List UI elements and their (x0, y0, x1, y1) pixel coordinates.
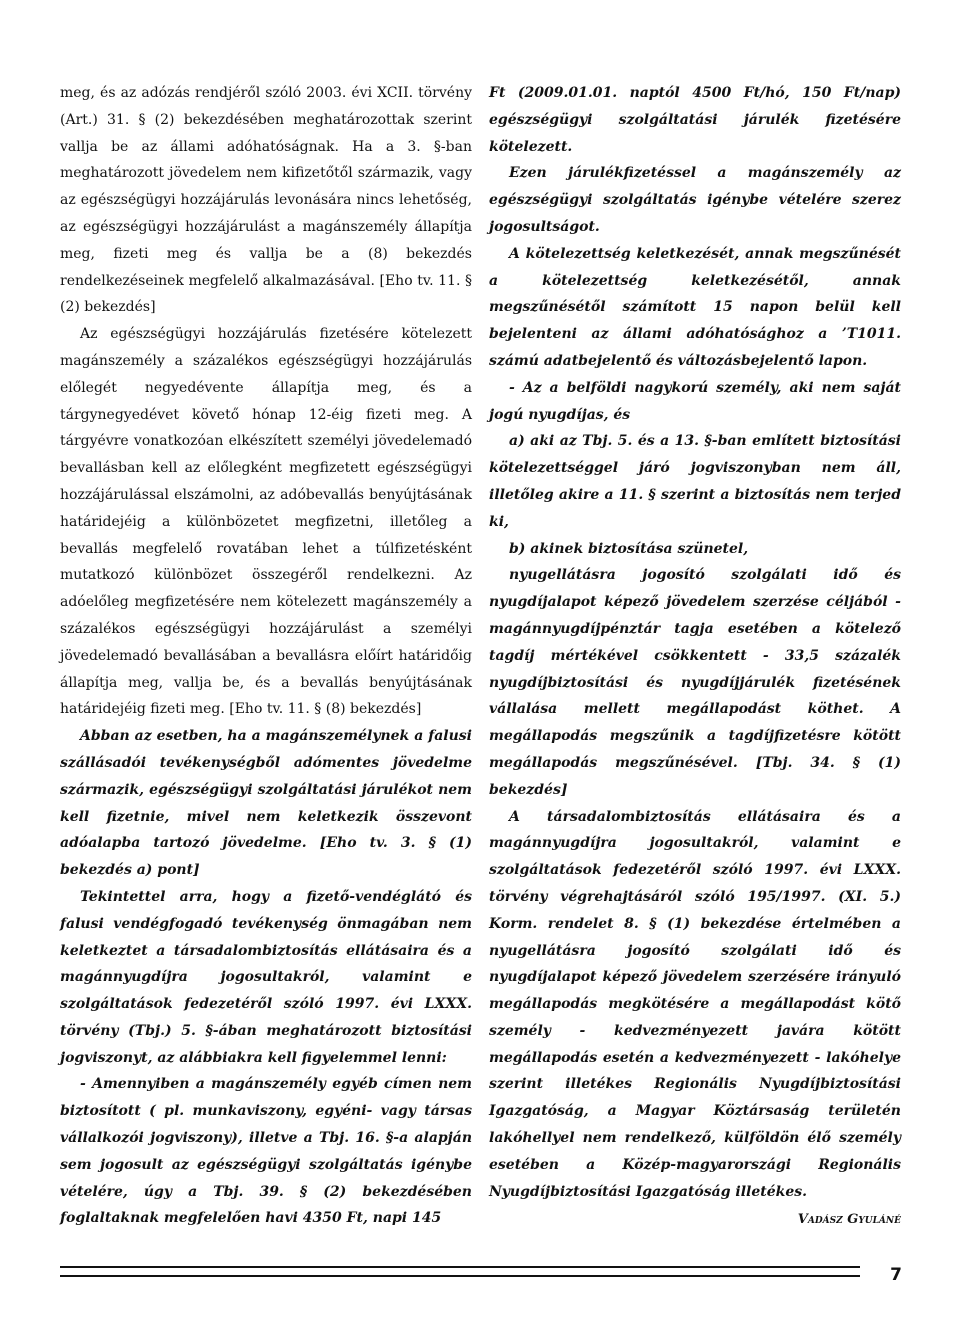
paragraph: A kötelezettség keletkezését, annak megszűnését a kötelezettség keletkezésétől, annak megszűnésétől számított 15 napon belül kell bejelenteni az állami adóhatósághoz a ’T1011. számú adatbejelentő és változásbejelentő lapon. (489, 245, 901, 369)
paragraph: Tekintettel arra, hogy a fizető-vendéglátó és falusi vendégfogadó tevékenység önmagában nem keletkeztet a társadalombiztosítás ellátásaira és a magánnyugdíjra jogosultakról, valamint e szolgáltatások fedezetéről szóló 1997. évi LXXX. törvény (Tbj.) 5. §-ában meghatározott biztosítási jogviszonyt, az alábbiakra kell figyelemmel lenni: (60, 888, 472, 1066)
paragraph: A társadalombiztosítás ellátásaira és a magánnyugdíjra jogosultakról, valamint e szolgáltatások fedezetéről szóló 1997. évi LXXX. törvény végrehajtásáról szóló 195/1997. (XI. 5.) Korm. rendelet 8. § (1) bekezdése értelmében a nyugellátásra jogosító szolgálati idő és nyugdíjalapot képező jövedelem szerzésére irányuló megállapodás megkötésére a megállapodást kötő személy - kedvezményezett javára kötött megállapodás esetén a kedvezményezett - lakóhelye szerint illetékes Regionális Nyugdíjbiztosítási Igazgatóság, a Magyar Köztársaság területén lakóhellyel nem rendelkező, külföldön élő személy esetében a Közép-magyarországi Regionális Nyugdíjbiztosítási Igazgatóság illetékes. (489, 808, 901, 1200)
paragraph: Abban az esetben, ha a magánszemélynek a falusi szállásadói tevékenységből adómentes jövedelme származik, egészségügyi szolgáltatási járulékot nem kell fizetnie, mivel nem keletkezik összevont adóalapba tartozó jövedelme. [Eho tv. 3. § (1) bekezdés a) pont] (60, 728, 472, 879)
right-column (489, 80, 901, 1234)
left-column (60, 80, 472, 1232)
paragraph: nyugellátásra jogosító szolgálati idő és nyugdíjalapot képező jövedelem szerzése céljából - magánnyugdíjpénztár tagja esetében a kötelező tagdíj mértékével csökkentett - 33,5 százalék nyugdíjbiztosítási és nyugdíjjárulék fizetésének vállalása mellett megállapodást köthet. A megállapodás megszűnik a tagdíjfizetésre kötött megállapodás megszűnésével. [Tbj. 34. § (1) bekezdés] (489, 567, 901, 798)
paragraph: b) akinek biztosítása szünetel, (509, 540, 749, 557)
paragraph: - Amennyiben a magánszemély egyéb címen nem biztosított ( pl. munkaviszony, egyéni- vagy társas vállalkozói jogviszony), illetve a Tbj. 16. §-a alapján sem jogosult az egészségügyi szolgáltatás igénybe vételére, úgy a Tbj. 39. § (2) bekezdésében foglaltaknak megfelelően havi 4350 Ft, napi 145 (60, 1076, 472, 1227)
footer-rule-bottom (60, 1275, 860, 1277)
paragraph: Az egészségügyi hozzájárulás fizetésére kötelezett magánszemély a százalékos egészségügyi hozzájárulás előlegét negyedévente állapítja meg, és a tárgynegyedévet követő hónap 12-éig fizeti meg. A tárgyévre vonatkozóan elkészített személyi jövedelemadó bevallásban kell az előlegként megfizetett egészségügyi hozzájárulással elszámolni, az adóbevallás benyújtásának határidejéig a különbözetet megfizetni, illetőleg a bevallás megfelelő rovatában lehet a túlfizetésként mutatkozó különbözet összegéről rendelkezni. Az adóelőleg megfizetésére nem kötelezett magánszemély a százalékos egészségügyi hozzájárulást a személyi jövedelemadó bevallásában a bevallásra előírt határidőig állapítja meg, vallja be, és a bevallás benyújtásának határidejéig fizeti meg. [Eho tv. 11. § (8) bekezdés] (60, 326, 472, 718)
footer-rule-top (60, 1266, 860, 1268)
author-signature: Vadász Gyuláné (797, 1212, 901, 1228)
paragraph: Ft (2009.01.01. naptól 4500 Ft/hó, 150 Ft/nap) egészségügyi szolgáltatási járulék fizetésére kötelezett. (489, 85, 901, 155)
paragraph: meg, és az adózás rendjéről szóló 2003. évi XCII. törvény (Art.) 31. § (2) bekezdésében meghatározottak szerint vallja be az állami adóhatóságnak. Ha a 3. §-ban meghatározott jövedelem nem kifizetőtől származik, vagy az egészségügyi hozzájárulás levonására nincs lehetőség, az egészségügyi hozzájárulást a magánszemély állapítja meg, fizeti meg és vallja be a (8) bekezdés rendelkezéseinek megfelelő alkalmazásával. [Eho tv. 11. § (2) bekezdés] (60, 85, 472, 316)
paragraph: a) aki az Tbj. 5. és a 13. §-ban említett biztosítási kötelezettséggel járó jogviszonyban nem áll, illetőleg akire a 11. § szerint a biztosítás nem terjed ki, (489, 433, 901, 530)
page-number: 7 (890, 1265, 902, 1285)
paragraph: Ezen járulékfizetéssel a magánszemély az egészségügyi szolgáltatás igénybe vételére szerez jogosultságot. (489, 165, 901, 235)
paragraph: - Az a belföldi nagykorú személy, aki nem saját jogú nyugdíjas, és (489, 379, 901, 423)
